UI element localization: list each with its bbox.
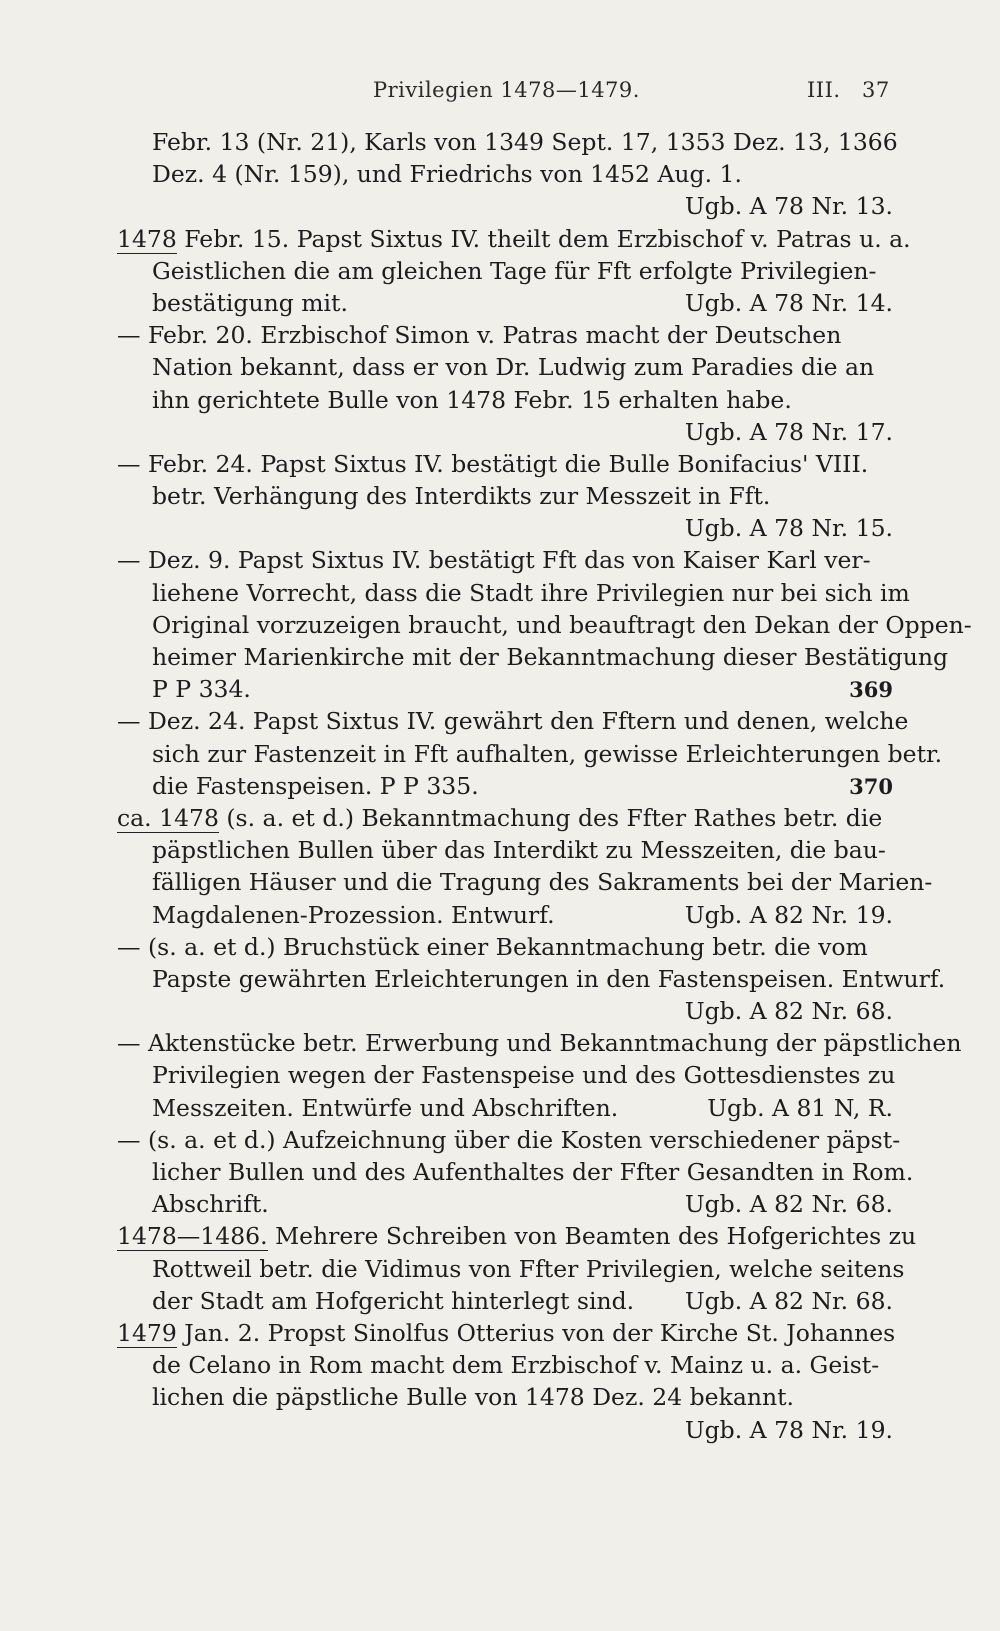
header-section: III.	[807, 78, 841, 102]
text-line	[117, 1158, 914, 1190]
text-line	[117, 224, 911, 257]
line-text: — Dez. 9. Papst Sixtus IV. bestätigt Fft das von Kaiser Karl ver-	[117, 546, 871, 575]
text-line	[117, 643, 949, 675]
line-text: betr. Verhängung des Interdikts zur Messzeit in Fft.	[152, 482, 771, 511]
line-text: ca. 1478 (s. a. et d.) Bekanntmachung des Ffter Rathes betr. die	[117, 803, 883, 832]
entry-text: Mehrere Schreiben von Beamten des Hofgerichtes zu	[267, 1222, 917, 1251]
line-text: der Stadt am Hofgericht hinterlegt sind.	[152, 1286, 635, 1315]
text-line	[117, 1190, 893, 1222]
line-text: — (s. a. et d.) Bruchstück einer Bekanntmachung betr. die vom	[117, 932, 868, 961]
text-line	[117, 739, 943, 772]
line-text	[117, 225, 911, 253]
entry-date: ca. 1478	[117, 803, 219, 832]
text-line	[117, 1125, 901, 1158]
line-text: liehene Vorrecht, dass die Stadt ihre Privilegien nur bei sich im	[152, 578, 910, 607]
archive-reference: Ugb. A 78 Nr. 17.	[684, 417, 893, 446]
text-line	[117, 675, 893, 707]
line-text: sich zur Fastenzeit in Fft aufhalten, gewisse Erleichterungen betr.	[152, 739, 943, 768]
entry-number: 370	[849, 773, 893, 799]
line-text: Magdalenen-Prozession. Entwurf.	[152, 900, 555, 929]
line-text: ihn gerichtete Bulle von 1478 Febr. 15 erhalten habe.	[152, 385, 792, 414]
line-text: Messzeiten. Entwürfe und Abschriften.	[152, 1093, 619, 1122]
line-text: heimer Marienkirche mit der Bekanntmachung dieser Bestätigung	[152, 643, 949, 671]
text-line	[117, 901, 893, 933]
archive-reference: Ugb. A 78 Nr. 13.	[684, 192, 893, 221]
text-line	[117, 192, 893, 224]
line-text: Abschrift.	[152, 1190, 269, 1219]
text-line	[117, 1318, 896, 1351]
entry-text: Febr. 15. Papst Sixtus IV. theilt dem Erzbischof v. Patras u. a.	[176, 224, 911, 253]
text-line	[117, 707, 909, 739]
text-line	[117, 386, 893, 418]
line-text: Original vorzuzeigen braucht, und beauftragt den Dekan der Oppen-	[152, 610, 972, 639]
line-text: die Fastenspeisen. P P 335.	[152, 771, 479, 800]
entry-text: Jan. 2. Propst Sinolfus Otterius von der Kirche St. Johannes	[176, 1318, 896, 1347]
text-line	[117, 964, 946, 997]
line-text: licher Bullen und des Aufenthaltes der Ffter Gesandten in Rom.	[152, 1158, 914, 1186]
header-title: Privilegien 1478—1479.	[373, 78, 640, 102]
text-line	[117, 353, 893, 385]
text-line	[117, 933, 893, 965]
line-text: de Celano in Rom macht dem Erzbischof v. Mainz u. a. Geist-	[152, 1351, 880, 1380]
text-line	[117, 1222, 917, 1254]
line-text	[117, 1222, 916, 1250]
line-text: bestätigung mit.	[152, 288, 348, 317]
text-line	[117, 321, 893, 353]
text-line	[117, 546, 893, 578]
archive-reference: Ugb. A 78 Nr. 19.	[684, 1415, 893, 1444]
line-text: Papste gewährten Erleichterungen in den Fastenspeisen. Entwurf.	[152, 964, 946, 993]
line-text: Nation bekannt, dass er von Dr. Ludwig zum Paradies die an	[152, 353, 875, 382]
text-line	[117, 578, 910, 611]
entry-date: 1478—1486.	[117, 1222, 268, 1251]
line-text: Geistlichen die am gleichen Tage für Fft erfolgte Privilegien-	[152, 256, 877, 285]
archive-reference: Ugb. A 78 Nr. 15.	[684, 514, 893, 543]
text-line	[117, 450, 893, 482]
line-text: — Febr. 20. Erzbischof Simon v. Patras macht der Deutschen	[117, 321, 842, 350]
running-header	[117, 78, 893, 108]
archive-reference: Ugb. A 82 Nr. 68.	[684, 997, 893, 1026]
entry-number: 369	[849, 677, 893, 703]
page-number: 37	[862, 78, 890, 102]
text-line	[117, 610, 972, 643]
text-line	[117, 1254, 905, 1287]
text-line	[117, 1351, 893, 1383]
archive-reference: Ugb. A 78 Nr. 14.	[684, 288, 893, 317]
text-line	[117, 772, 893, 804]
archive-reference: Ugb. A 82 Nr. 68.	[684, 1190, 893, 1219]
line-text: — Dez. 24. Papst Sixtus IV. gewährt den Fftern und denen, welche	[117, 707, 909, 736]
line-text: — Febr. 24. Papst Sixtus IV. bestätigt die Bulle Bonifacius' VIII.	[117, 449, 869, 478]
text-line	[117, 160, 893, 192]
text-line	[117, 482, 893, 514]
line-text: Rottweil betr. die Vidimus von Ffter Privilegien, welche seitens	[152, 1254, 905, 1283]
line-text: Febr. 13 (Nr. 21), Karls von 1349 Sept. 17, 1353 Dez. 13, 1366	[152, 128, 898, 156]
body-text	[117, 128, 972, 1448]
archive-reference: Ugb. A 81 N, R.	[707, 1093, 893, 1122]
text-line	[117, 1416, 893, 1448]
text-line	[117, 289, 893, 321]
text-line	[117, 1287, 893, 1319]
text-line	[117, 257, 893, 289]
text-line	[117, 1061, 896, 1093]
text-line	[117, 128, 898, 160]
line-text: — (s. a. et d.) Aufzeichnung über die Kosten verschiedener päpst-	[117, 1125, 901, 1154]
text-line	[117, 997, 893, 1029]
archive-reference: Ugb. A 82 Nr. 19.	[684, 900, 893, 929]
text-line	[117, 1094, 893, 1126]
line-text: P P 334.	[152, 675, 251, 704]
line-text: Dez. 4 (Nr. 159), und Friedrichs von 1452 Aug. 1.	[152, 160, 742, 189]
text-line	[117, 1383, 893, 1415]
text-line	[117, 868, 933, 900]
entry-date: 1479	[117, 1318, 177, 1347]
line-text: fälligen Häuser und die Tragung des Sakraments bei der Marien-	[152, 868, 933, 897]
text-line	[117, 804, 893, 836]
text-line	[117, 514, 893, 546]
archive-reference: Ugb. A 82 Nr. 68.	[684, 1286, 893, 1315]
entry-date: 1478	[117, 224, 177, 253]
line-text: — Aktenstücke betr. Erwerbung und Bekanntmachung der päpstlichen	[117, 1029, 962, 1058]
text-line	[117, 418, 893, 450]
text-line	[117, 836, 893, 868]
line-text: Privilegien wegen der Fastenspeise und des Gottesdienstes zu	[152, 1061, 896, 1090]
text-line	[117, 1029, 962, 1061]
line-text: lichen die päpstliche Bulle von 1478 Dez. 24 bekannt.	[152, 1383, 795, 1412]
line-text: päpstlichen Bullen über das Interdikt zu Messzeiten, die bau-	[152, 836, 886, 865]
line-text	[117, 1319, 895, 1347]
